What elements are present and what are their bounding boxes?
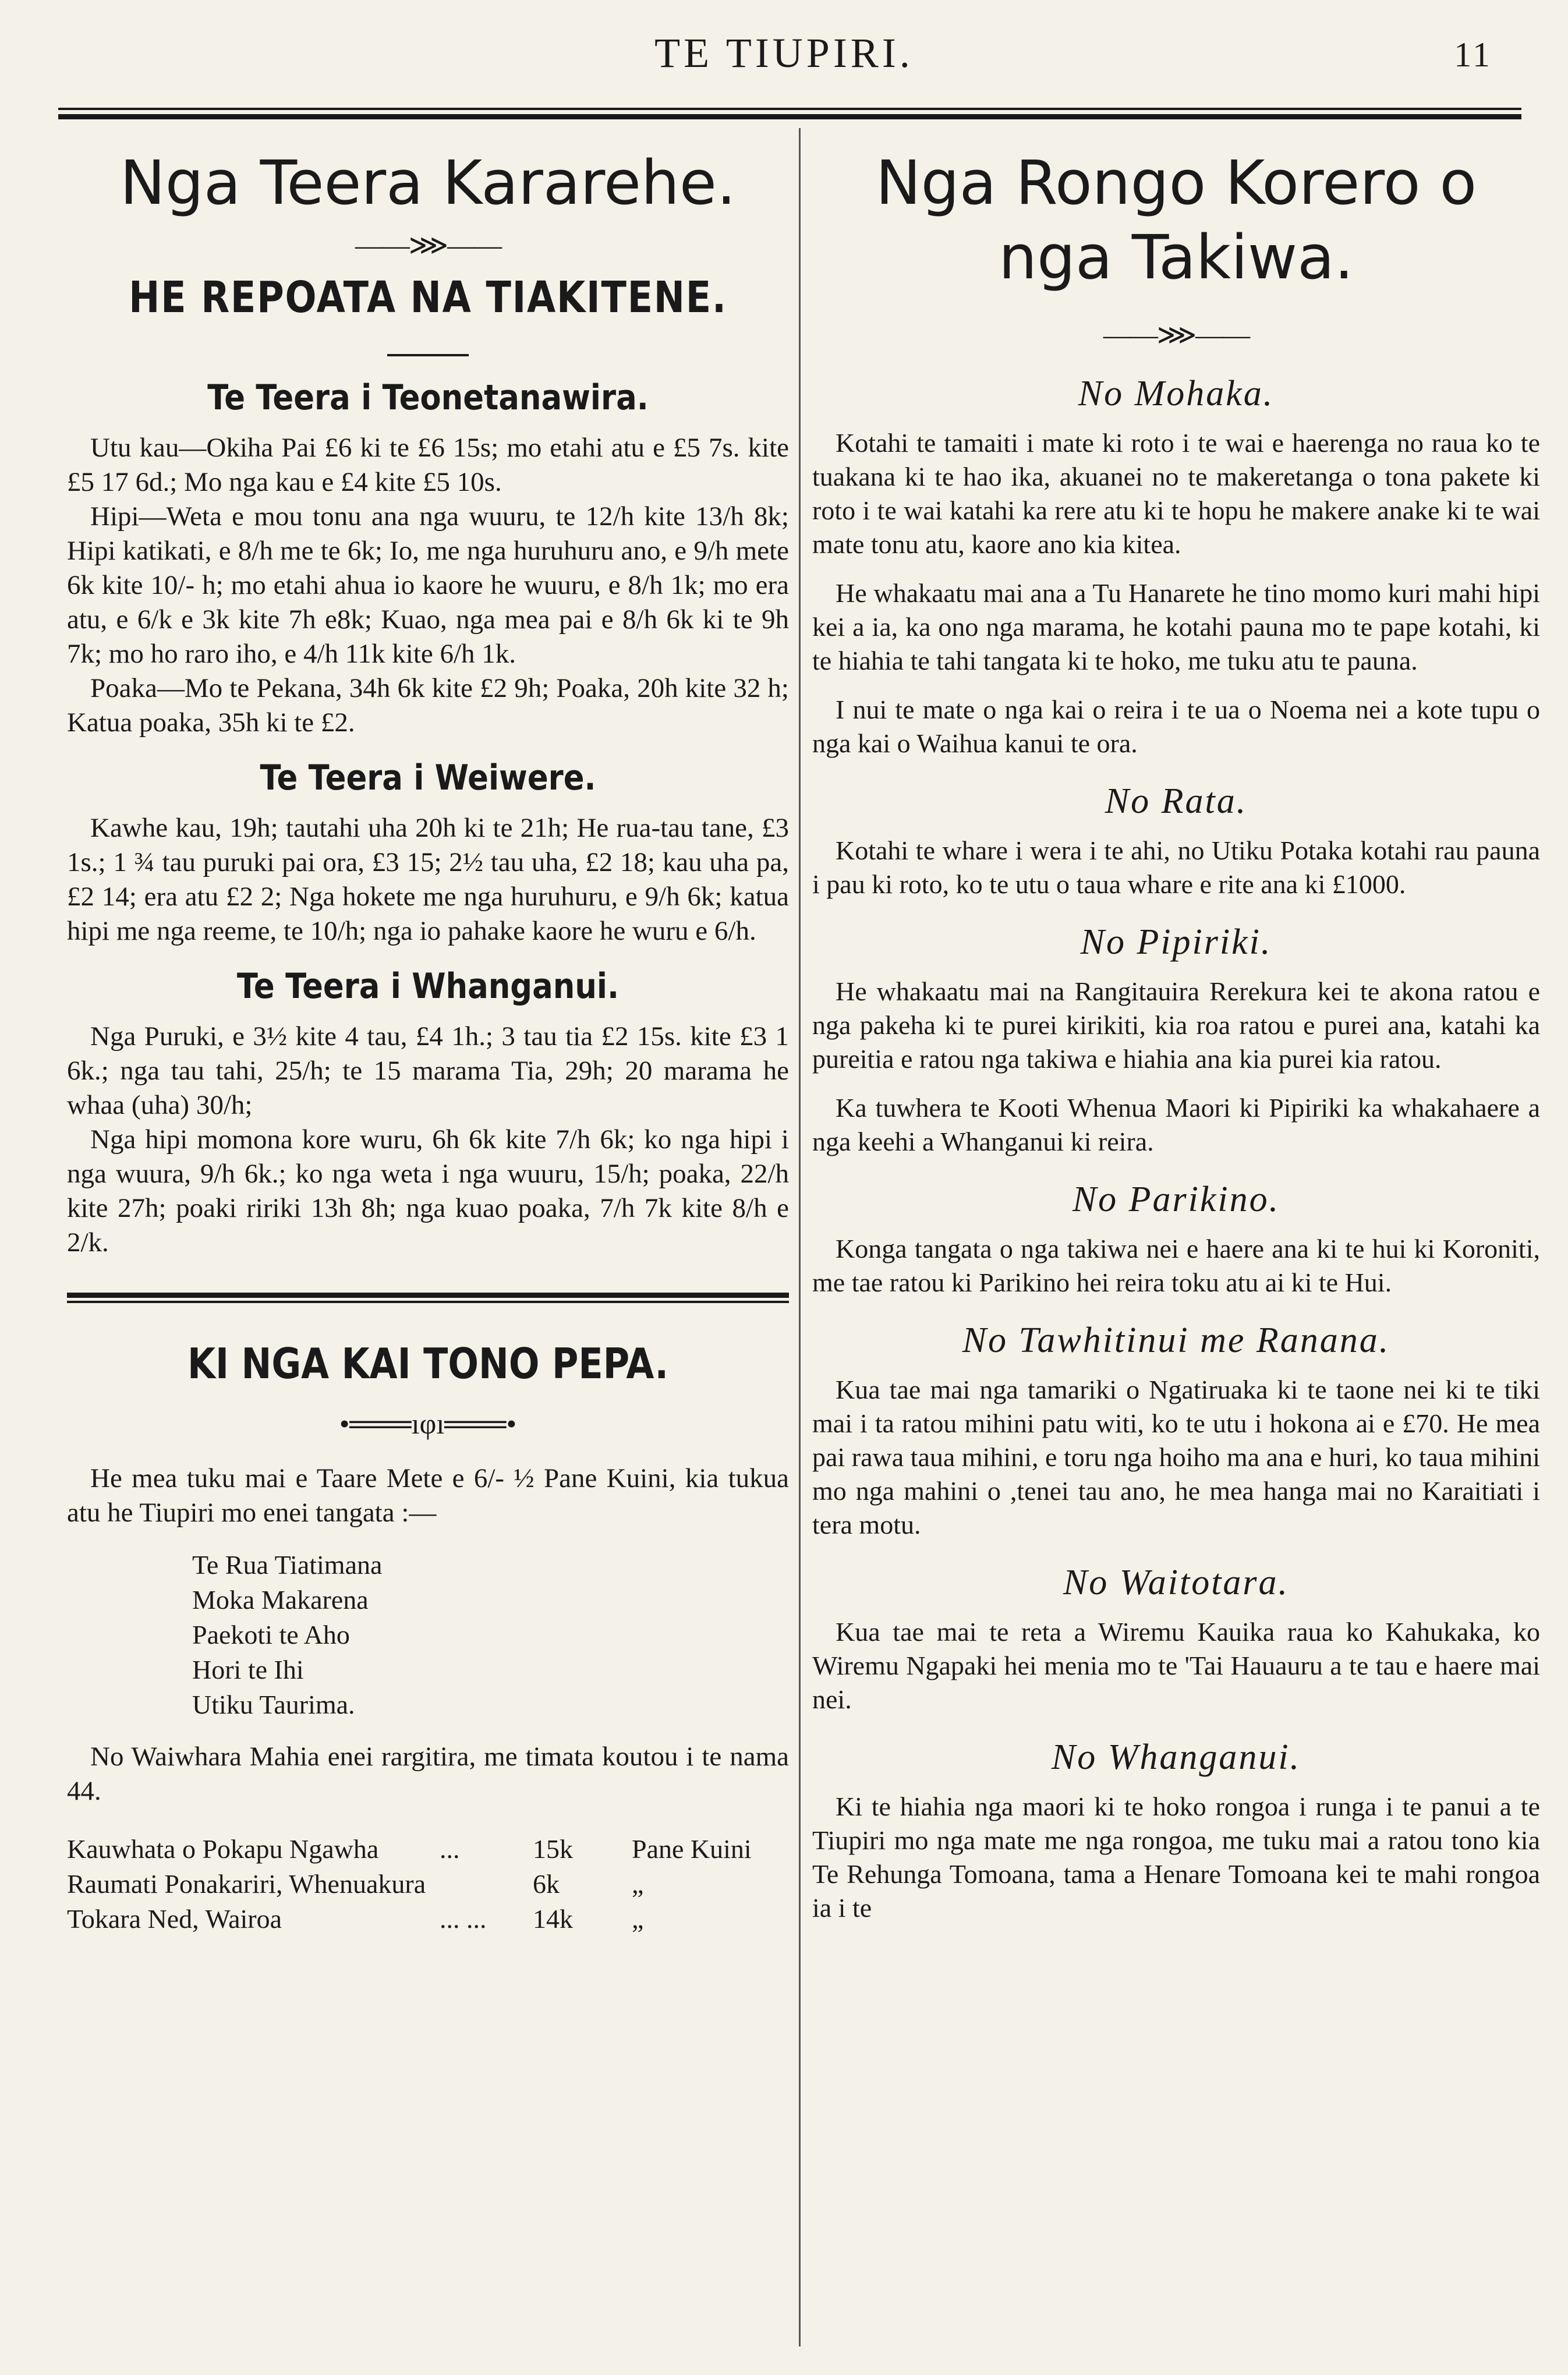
section-heading: Te Teera i Weiwere. [260, 758, 596, 798]
notice-heading: KI NGA KAI TONO PEPA. [187, 1339, 669, 1388]
paragraph: Kotahi te tamaiti i mate ki roto i te wai e haerenga no raua ko te tuakana ki te hao ika, akuanei no te makeretanga o tona pakete ki roto i te wai katahi ka rere atu ki te hopu he makere anake ki te wai mate tonu atu, kaore ano kia kitea. [812, 428, 1540, 559]
dateline: No Rata. [1105, 781, 1248, 821]
left-headline: Nga Teera Kararehe. [120, 147, 736, 218]
paragraph: Nga hipi momona kore wuru, 6h 6k kite 7/h 6k; ko nga hipi i nga wuura, 9/h 6k.; ko nga weta i nga wuuru, 15/h; poaka, 22/h kite 27h; poaki ririki 13h 8h; nga kuao poaka, 7/h 7k kite 8/h e 2/k. [67, 1124, 789, 1258]
name-entry: Hori te Ihi [192, 1655, 304, 1684]
name-entry: Utiku Taurima. [192, 1690, 355, 1719]
news-section [812, 1317, 1540, 1542]
notice-note: No Waiwhara Mahia enei rargitira, me timata koutou i te nama 44. [67, 1742, 789, 1806]
dateline: No Tawhitinui me Ranana. [962, 1321, 1390, 1360]
payment-unit: Pane Kuini [632, 1834, 752, 1864]
dateline: No Whanganui. [1051, 1737, 1301, 1777]
paragraph: Kua tae mai te reta a Wiremu Kauika raua ko Kahukaka, ko Wiremu Ngapaki hei menia mo te 'Tai Hauauru a te tau e haere mai nei. [812, 1617, 1540, 1714]
section-heading: Te Teera i Teonetanawira. [207, 377, 649, 418]
paragraph: Konga tangata o nga takiwa nei e haere ana ki te hui ki Koroniti, me tae ratou ki Parikino hei reira toku atu ai ki te Hui. [812, 1234, 1540, 1297]
news-section [812, 778, 1540, 901]
news-section [812, 1559, 1540, 1716]
news-section [812, 919, 1540, 1159]
payment-amount: 14k [533, 1904, 573, 1934]
dateline: No Parikino. [1072, 1180, 1280, 1219]
leader-dots: ... ... [440, 1904, 487, 1934]
payment-row [67, 1902, 789, 1937]
section-rule-thin [67, 1301, 789, 1303]
market-section [67, 376, 789, 740]
payment-row [67, 1867, 789, 1902]
running-header [58, 23, 1510, 87]
column-divider [799, 128, 801, 2346]
paragraph: I nui te mate o nga kai o reira i te ua o Noema nei a kote tupu o nga kai o Waihua kanui te ora. [812, 695, 1540, 758]
report-subhead: HE REPOATA NA TIAKITENE. [129, 272, 727, 323]
dateline: No Waitotara. [1063, 1563, 1290, 1602]
names-list [192, 1548, 789, 1722]
paragraph: Kua tae mai nga tamariki o Ngatiruaka ki te taone nei ki te tiki mai i ta ratou mihini patu witi, ko te utu i hokona ai e £70. He mea pai rawa taua mihini, e toru nga hoiho ma ana e huri, ko taua mihini mo nga mahini o ,tenei tau ano, he mea hanga mai no Karaitiati i tera motu. [812, 1375, 1540, 1539]
paragraph: Nga Puruki, e 3½ kite 4 tau, £4 1h.; 3 tau tia £2 15s. kite £3 1 6k.; nga tau tahi, 25/h; te 15 marama Tia, 29h; 20 marama he whaa (uha) 30/h; [67, 1021, 789, 1120]
paragraph: Kotahi te whare i wera i te ahi, no Utiku Potaka kotahi rau pauna i pau ki roto, ko te utu o taua whare e rite ana ki £1000. [812, 836, 1540, 899]
paragraph: Utu kau—Okiha Pai £6 ki te £6 15s; mo etahi atu e £5 7s. kite £5 17 6d.; Mo nga kau e £4 kite £5 10s. [67, 433, 789, 497]
left-column [67, 128, 789, 1937]
dateline: No Pipiriki. [1080, 922, 1272, 962]
headline-ornament: ——⋙—— [1103, 320, 1250, 351]
right-column [812, 128, 1540, 1925]
dateline: No Mohaka. [1078, 374, 1275, 413]
payment-row [67, 1832, 789, 1867]
paragraph: He whakaatu mai na Rangitauira Rerekura kei te akona ratou e nga pakeha ki te purei kirikiti, kia roa ratou e purei ana, katahi ka pureitia e ratou nga takiwa e hiahia ana kia purei kia ratou. [812, 976, 1540, 1074]
payer-name: Tokara Ned, Wairoa [67, 1904, 282, 1934]
section-rule-thick [67, 1293, 789, 1298]
payment-amount: 15k [533, 1834, 573, 1864]
paragraph: He whakaatu mai ana a Tu Hanarete he tino momo kuri mahi hipi kei a ia, ka ono nga marama, he kotahi pauna mo te pape kotahi, ki te hiahia te tahi tangata ki te hoko, me tuku atu te pauna. [812, 578, 1540, 675]
publication-title: TE TIUPIRI. [654, 30, 914, 76]
notice-intro: He mea tuku mai e Taare Mete e 6/- ½ Pane Kuini, kia tukua atu he Tiupiri mo enei tangata :— [67, 1463, 789, 1528]
payment-amount: 6k [533, 1869, 560, 1899]
paragraph: Ka tuwhera te Kooti Whenua Maori ki Pipiriki ka whakahaere a nga keehi a Whanganui ki reira. [812, 1093, 1540, 1156]
payment-unit: „ [632, 1904, 644, 1934]
header-rule-thick [58, 114, 1521, 119]
subscribers-notice [67, 1338, 789, 1937]
name-entry: Te Rua Tiatimana [192, 1550, 383, 1580]
payment-unit: „ [632, 1869, 644, 1899]
paragraph: Ki te hiahia nga maori ki te hoko rongoa i runga i te panui a te Tiupiri mo nga mate me nga rongoa, me tuku mai a ratou tono kia Te Rehunga Tomoana, tama a Henare Tomoana kei te mahi rongoa ia i te [812, 1792, 1540, 1923]
name-entry: Paekoti te Aho [192, 1620, 350, 1650]
notice-ornament: •═══ıφı═══• [339, 1407, 517, 1440]
paragraph: Poaka—Mo te Pekana, 34h 6k kite £2 9h; Poaka, 20h kite 32 h; Katua poaka, 35h ki te £2. [67, 673, 789, 738]
header-rule-thin [58, 108, 1521, 110]
headline-ornament: ——⋙—— [355, 230, 501, 261]
market-section [67, 965, 789, 1260]
page-number: 11 [1454, 36, 1492, 74]
news-section [812, 370, 1540, 760]
right-headline: Nga Rongo Korero o nga Takiwa. [875, 147, 1477, 293]
leader-dots [440, 1867, 533, 1902]
paragraph: Hipi—Weta e mou tonu ana nga wuuru, te 12/h kite 13/h 8k; Hipi katikati, e 8/h me te 6k; Io, me nga huruhuru ano, e 9/h mete 6k kite 10/- h; mo etahi ahua io kaore he wuuru, e 8/h 1k; mo era atu, e 6/k e 3k kite 7h e8k; Kuao, nga mea pai e 8/h 6k ki te 9h 7k; mo ho raro iho, e 4/h 11k kite 6/h 1k. [67, 501, 789, 669]
name-entry: Moka Makarena [192, 1585, 369, 1615]
market-section [67, 756, 789, 948]
section-heading: Te Teera i Whanganui. [236, 966, 620, 1007]
payer-name: Raumati Ponakariri, Whenuakura [67, 1869, 426, 1899]
short-rule [387, 354, 469, 356]
news-section [812, 1176, 1540, 1300]
news-section [812, 1734, 1540, 1925]
payer-name: Kauwhata o Pokapu Ngawha [67, 1834, 379, 1864]
paragraph: Kawhe kau, 19h; tautahi uha 20h ki te 21h; He rua-tau tane, £3 1s.; 1 ¾ tau puruki pai ora, £3 15; 2½ tau uha, £2 18; kau uha pa, £2 14; era atu £2 2; Nga hokete me nga huruhuru, e 9/h 6k; katua hipi me nga reeme, te 10/h; nga io pahake kaore he wuru e 6/h. [67, 813, 789, 946]
payment-list [67, 1832, 789, 1937]
leader-dots: ... [440, 1834, 460, 1864]
